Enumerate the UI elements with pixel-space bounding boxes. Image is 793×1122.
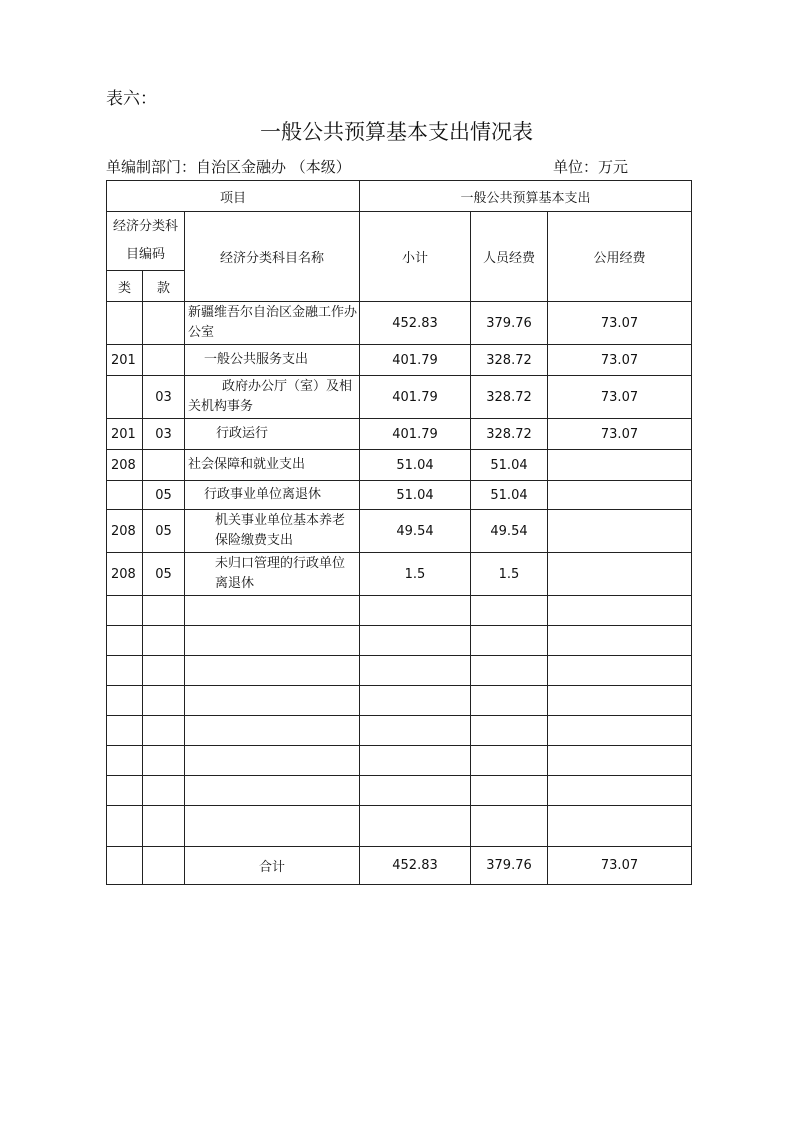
unit-label: 单位：万元 bbox=[553, 158, 629, 176]
cell-name: 行政事业单位离退休 bbox=[185, 481, 360, 510]
cell-public bbox=[548, 510, 692, 553]
header-general-expense: 一般公共预算基本支出 bbox=[360, 181, 692, 212]
cell-subtotal: 452.83 bbox=[360, 302, 471, 345]
cell-personnel: 328.72 bbox=[471, 376, 548, 419]
cell-subtotal: 1.5 bbox=[360, 553, 471, 596]
page-title: 一般公共预算基本支出情况表 bbox=[260, 120, 533, 144]
header-lei: 类 bbox=[107, 271, 143, 302]
total-public: 73.07 bbox=[548, 847, 692, 885]
table-row bbox=[107, 553, 692, 596]
cell-lei bbox=[107, 481, 143, 510]
cell-personnel: 328.72 bbox=[471, 345, 548, 376]
cell-public: 73.07 bbox=[548, 376, 692, 419]
cell-subtotal: 51.04 bbox=[360, 450, 471, 481]
empty-row bbox=[107, 656, 692, 686]
total-label: 合计 bbox=[185, 847, 360, 885]
header-item: 项目 bbox=[107, 181, 360, 212]
cell-personnel: 379.76 bbox=[471, 302, 548, 345]
cell-lei: 208 bbox=[107, 450, 143, 481]
cell-lei: 208 bbox=[107, 510, 143, 553]
cell-subtotal: 401.79 bbox=[360, 419, 471, 450]
cell-personnel: 328.72 bbox=[471, 419, 548, 450]
header-subtotal: 小计 bbox=[360, 212, 471, 302]
empty-row bbox=[107, 746, 692, 776]
cell-name: 新疆维吾尔自治区金融工作办公室 bbox=[185, 302, 360, 345]
cell-public: 73.07 bbox=[548, 302, 692, 345]
cell-kuan: 05 bbox=[143, 481, 185, 510]
cell-public: 73.07 bbox=[548, 419, 692, 450]
cell-personnel: 1.5 bbox=[471, 553, 548, 596]
header-econ-name: 经济分类科目名称 bbox=[185, 212, 360, 302]
cell-kuan: 05 bbox=[143, 553, 185, 596]
header-personnel: 人员经费 bbox=[471, 212, 548, 302]
table-row bbox=[107, 510, 692, 553]
cell-kuan bbox=[143, 302, 185, 345]
table-row bbox=[107, 450, 692, 481]
header-kuan: 款 bbox=[143, 271, 185, 302]
cell-name: 一般公共服务支出 bbox=[185, 345, 360, 376]
cell-kuan: 05 bbox=[143, 510, 185, 553]
cell-subtotal: 51.04 bbox=[360, 481, 471, 510]
header-econ-code bbox=[107, 212, 185, 271]
cell-lei: 201 bbox=[107, 419, 143, 450]
cell-subtotal: 49.54 bbox=[360, 510, 471, 553]
empty-row bbox=[107, 596, 692, 626]
table-row bbox=[107, 302, 692, 345]
table-row bbox=[107, 481, 692, 510]
cell-kuan: 03 bbox=[143, 376, 185, 419]
cell-lei: 208 bbox=[107, 553, 143, 596]
empty-row bbox=[107, 806, 692, 847]
cell-public bbox=[548, 553, 692, 596]
table-row bbox=[107, 345, 692, 376]
table-row bbox=[107, 376, 692, 419]
cell-name: 社会保障和就业支出 bbox=[185, 450, 360, 481]
cell-lei bbox=[107, 376, 143, 419]
cell-personnel: 51.04 bbox=[471, 450, 548, 481]
cell-public: 73.07 bbox=[548, 345, 692, 376]
cell-name: 机关事业单位基本养老保险缴费支出 bbox=[185, 510, 360, 553]
header-public: 公用经费 bbox=[548, 212, 692, 302]
cell-name: 行政运行 bbox=[185, 419, 360, 450]
cell-lei bbox=[107, 302, 143, 345]
header-econ-code-line2: 目编码 bbox=[125, 247, 165, 262]
total-subtotal: 452.83 bbox=[360, 847, 471, 885]
budget-table bbox=[106, 180, 692, 885]
cell-lei: 201 bbox=[107, 345, 143, 376]
cell-personnel: 51.04 bbox=[471, 481, 548, 510]
header-row-1 bbox=[107, 181, 692, 212]
cell-subtotal: 401.79 bbox=[360, 376, 471, 419]
empty-row bbox=[107, 686, 692, 716]
empty-row bbox=[107, 776, 692, 806]
empty-row bbox=[107, 716, 692, 746]
cell-name: 政府办公厅（室）及相关机构事务 bbox=[185, 376, 360, 419]
cell-personnel: 49.54 bbox=[471, 510, 548, 553]
cell-subtotal: 401.79 bbox=[360, 345, 471, 376]
empty-row bbox=[107, 626, 692, 656]
department-label: 单编制部门：自治区金融办 （本级） bbox=[106, 158, 351, 176]
header-row-2 bbox=[107, 212, 692, 271]
total-personnel: 379.76 bbox=[471, 847, 548, 885]
table-row bbox=[107, 419, 692, 450]
cell-kuan bbox=[143, 450, 185, 481]
table-number: 表六： bbox=[106, 89, 157, 109]
cell-public bbox=[548, 450, 692, 481]
cell-kuan: 03 bbox=[143, 419, 185, 450]
cell-kuan bbox=[143, 345, 185, 376]
total-row bbox=[107, 847, 692, 885]
header-econ-code-line1: 经济分类科 bbox=[112, 219, 178, 234]
cell-name: 未归口管理的行政单位离退休 bbox=[185, 553, 360, 596]
cell-public bbox=[548, 481, 692, 510]
